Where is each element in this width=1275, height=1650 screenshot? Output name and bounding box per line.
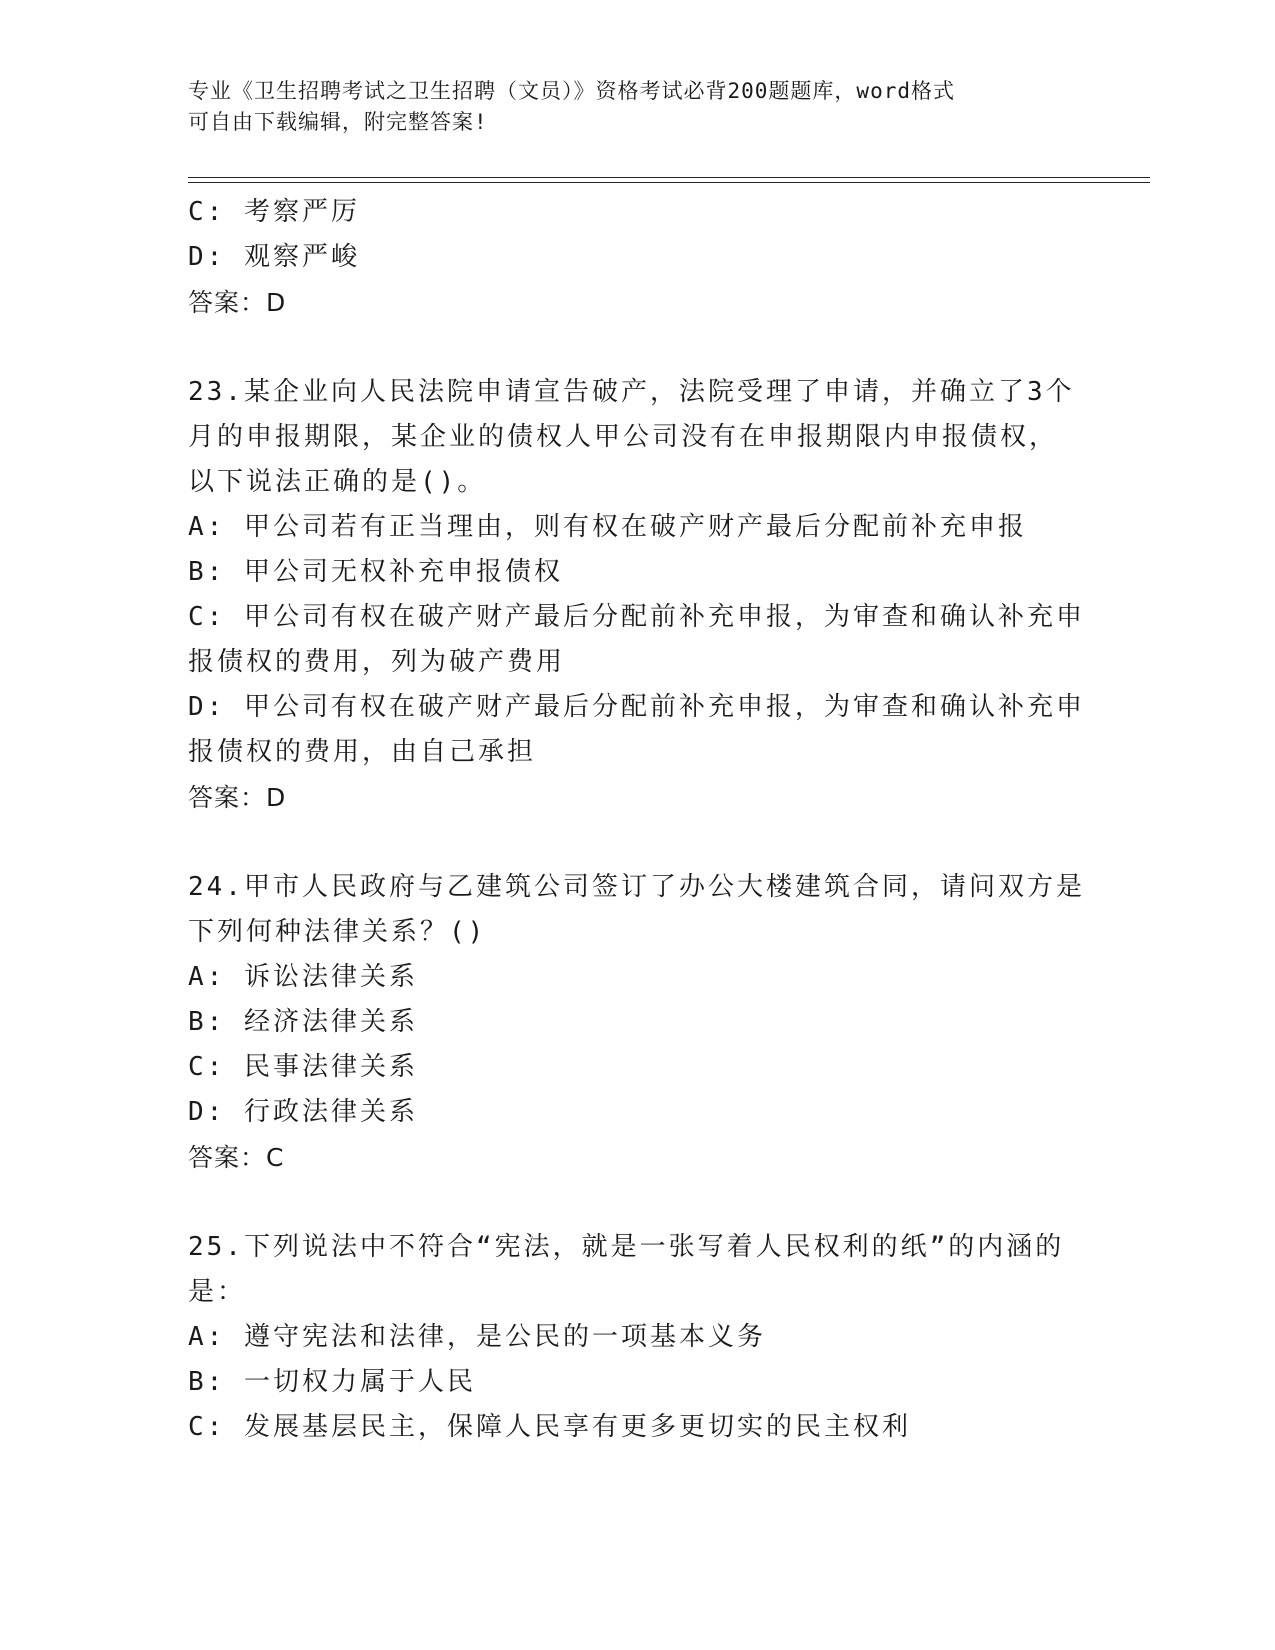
q23-option-a: A: 甲公司若有正当理由，则有权在破产财产最后分配前补充申报 <box>188 512 1027 542</box>
q23-option-c-line-1: C: 甲公司有权在破产财产最后分配前补充申报，为审查和确认补充申 <box>188 602 1085 632</box>
q24-stem-line-2: 下列何种法律关系？() <box>188 917 487 947</box>
q24-option-c: C: 民事法律关系 <box>188 1052 418 1082</box>
q22-option-d: D: 观察严峻 <box>188 242 360 272</box>
q25-option-c: C: 发展基层民主，保障人民享有更多更切实的民主权利 <box>188 1412 911 1442</box>
spacer <box>188 820 1088 865</box>
q24-option-a: A: 诉讼法律关系 <box>188 962 418 992</box>
q24-option-d: D: 行政法律关系 <box>188 1097 418 1127</box>
q23-stem-line-3: 以下说法正确的是()。 <box>188 467 487 497</box>
q22-answer: 答案：D <box>188 288 287 317</box>
q23-option-b: B: 甲公司无权补充申报债权 <box>188 557 563 587</box>
q23-option-d-line-1: D: 甲公司有权在破产财产最后分配前补充申报，为审查和确认补充申 <box>188 692 1085 722</box>
q24-stem-line-1: 24.甲市人民政府与乙建筑公司签订了办公大楼建筑合同，请问双方是 <box>188 872 1085 902</box>
q23-option-c-line-2: 报债权的费用，列为破产费用 <box>188 647 566 677</box>
header-rule-top <box>188 177 1150 178</box>
q25-stem-line-1: 25.下列说法中不符合“宪法，就是一张写着人民权利的纸”的内涵的 <box>188 1232 1065 1262</box>
q25-option-b: B: 一切权力属于人民 <box>188 1367 476 1397</box>
header-rule-bottom <box>188 182 1150 183</box>
q23-stem-line-1: 23.某企业向人民法院申请宣告破产，法院受理了申请，并确立了3个 <box>188 377 1075 407</box>
q23-answer: 答案：D <box>188 783 287 812</box>
document-header <box>188 76 1088 138</box>
spacer <box>188 1180 1088 1225</box>
spacer <box>188 325 1088 370</box>
q24-answer: 答案：C <box>188 1143 285 1172</box>
q24-option-b: B: 经济法律关系 <box>188 1007 418 1037</box>
q22-option-c: C: 考察严厉 <box>188 197 360 227</box>
header-line-1: 专业《卫生招聘考试之卫生招聘（文员）》资格考试必背200题题库，word格式 <box>188 79 955 103</box>
q25-option-a: A: 遵守宪法和法律，是公民的一项基本义务 <box>188 1322 766 1352</box>
q23-option-d-line-2: 报债权的费用，由自己承担 <box>188 737 537 767</box>
question-content <box>188 190 1088 1450</box>
header-line-2: 可自由下载编辑，附完整答案! <box>188 110 488 134</box>
q23-stem-line-2: 月的申报期限，某企业的债权人甲公司没有在申报期限内申报债权， <box>188 422 1059 452</box>
q25-stem-line-2: 是： <box>188 1277 247 1307</box>
